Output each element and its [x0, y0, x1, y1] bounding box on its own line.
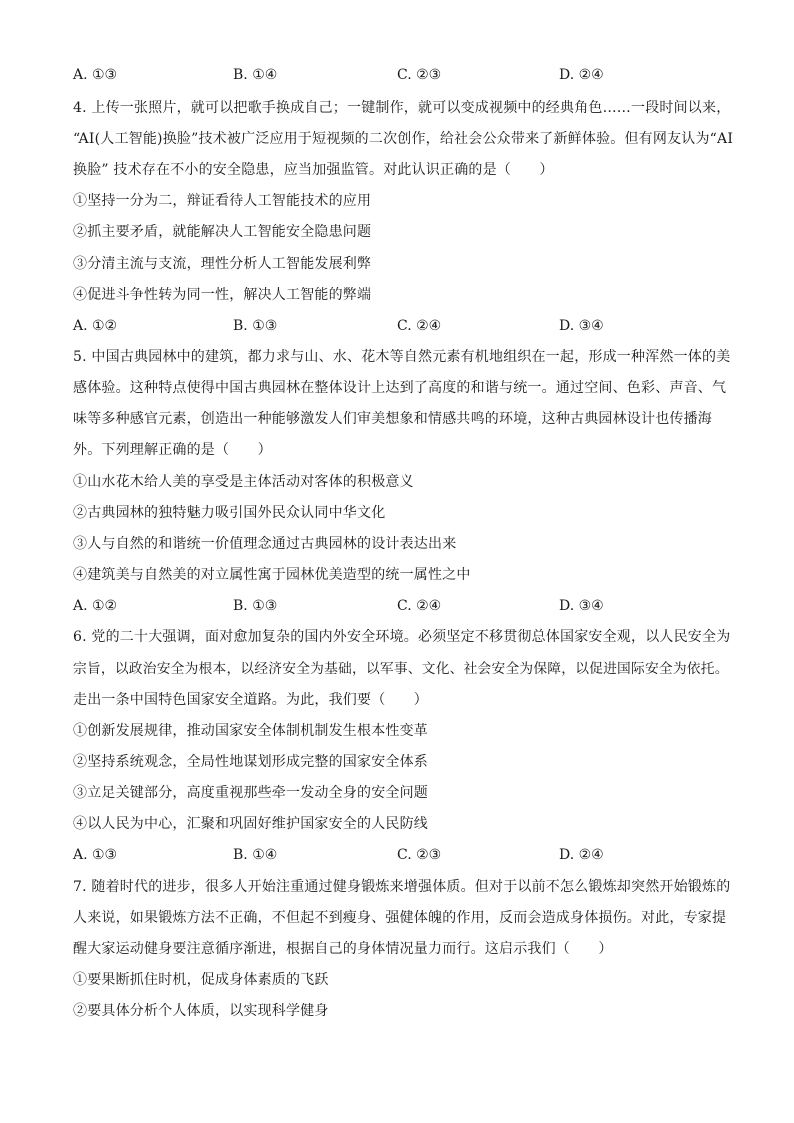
option-d: D. ②④: [559, 67, 604, 83]
option-a: A. ①②: [73, 318, 118, 334]
option-d: D. ③④: [559, 598, 604, 614]
option-b: B. ①④: [233, 847, 278, 863]
q3-options: [73, 65, 733, 85]
q4-item-2: ②抓主要矛盾，就能解决人工智能安全隐患问题: [73, 224, 372, 240]
q6-stem-line-2: 宗旨，以政治安全为根本，以经济安全为基础，以军事、文化、社会安全为保障，以促进国际安全为依托。: [73, 661, 729, 677]
q5-stem-line-2: 感体验。这种特点使得中国古典园林在整体设计上达到了高度的和谐与统一。通过空间、色彩、声音、气: [73, 380, 727, 396]
option-d: D. ②④: [559, 847, 604, 863]
q7-item-1: ①要果断抓住时机，促成身体素质的飞跃: [73, 972, 329, 988]
q4-stem-line-3: 换脸” 技术存在不小的安全隐患，应当加强监管。对此认识正确的是（ ）: [73, 162, 554, 178]
option-b: B. ①④: [233, 67, 278, 83]
q6-item-4: ④以人民为中心，汇聚和巩固好维护国家安全的人民防线: [73, 816, 428, 832]
option-d: D. ③④: [559, 318, 604, 334]
q6-options: [73, 845, 733, 865]
q4-item-4: ④促进斗争性转为同一性，解决人工智能的弊端: [73, 287, 372, 303]
q6-stem-line-3: 走出一条中国特色国家安全道路。为此，我们要（ ）: [73, 692, 428, 708]
q7-stem-line-1: 7. 随着时代的进步，很多人开始注重通过健身锻炼来增强体质。但对于以前不怎么锻炼却突然开始锻炼的: [73, 879, 731, 895]
option-c: C. ②④: [397, 318, 442, 334]
q5-item-2: ②古典园林的独特魅力吸引国外民众认同中华文化: [73, 505, 386, 521]
option-c: C. ②③: [397, 67, 442, 83]
q7-stem-line-3: 醒大家运动健身要注意循序渐进，根据自己的身体情况量力而行。这启示我们（ ）: [73, 941, 613, 957]
option-b: B. ①③: [233, 318, 278, 334]
q7-item-2: ②要具体分析个人体质，以实现科学健身: [73, 1003, 329, 1019]
q4-stem-line-1: 4. 上传一张照片，就可以把歌手换成自己；一键制作，就可以变成视频中的经典角色……一段时间以来，: [73, 100, 731, 116]
q4-item-1: ①坚持一分为二，辩证看待人工智能技术的应用: [73, 193, 372, 209]
q7-stem-line-2: 人来说，如果锻炼方法不正确，不但起不到瘦身、强健体魄的作用，反而会造成身体损伤。对此，专家提: [73, 910, 727, 926]
q4-stem-line-2: “AI(人工智能)换脸”技术被广泛应用于短视频的二次创作，给社会公众带来了新鲜体验。但有网友认为“AI: [73, 131, 734, 147]
q6-item-3: ③立足关键部分，高度重视那些牵一发动全身的安全问题: [73, 785, 428, 801]
q5-stem-line-1: 5. 中国古典园林中的建筑，都力求与山、水、花木等自然元素有机地组织在一起，形成一种浑然一体的美: [73, 349, 731, 365]
option-a: A. ①③: [73, 67, 118, 83]
q5-item-3: ③人与自然的和谐统一价值理念通过古典园林的设计表达出来: [73, 536, 457, 552]
q5-item-4: ④建筑美与自然美的对立属性寓于园林优美造型的统一属性之中: [73, 567, 471, 583]
option-a: A. ①②: [73, 598, 118, 614]
q6-stem-line-1: 6. 党的二十大强调，面对愈加复杂的国内外安全环境。必须坚定不移贯彻总体国家安全观，以人民安全为: [73, 629, 731, 645]
q5-options: [73, 596, 733, 616]
q4-item-3: ③分清主流与支流，理性分析人工智能发展利弊: [73, 256, 372, 272]
q6-item-2: ②坚持系统观念，全局性地谋划形成完整的国家安全体系: [73, 754, 428, 770]
option-c: C. ②③: [397, 847, 442, 863]
q4-options: [73, 316, 733, 336]
q5-stem-line-3: 味等多种感官元素，创造出一种能够激发人们审美想象和情感共鸣的环境，这种古典园林设计也传播海: [73, 411, 712, 427]
q5-stem-line-4: 外。下列理解正确的是（ ）: [73, 442, 272, 458]
option-c: C. ②④: [397, 598, 442, 614]
option-a: A. ①③: [73, 847, 118, 863]
q6-item-1: ①创新发展规律，推动国家安全体制机制发生根本性变革: [73, 723, 428, 739]
q5-item-1: ①山水花木给人美的享受是主体活动对客体的积极意义: [73, 474, 414, 490]
option-b: B. ①③: [233, 598, 278, 614]
